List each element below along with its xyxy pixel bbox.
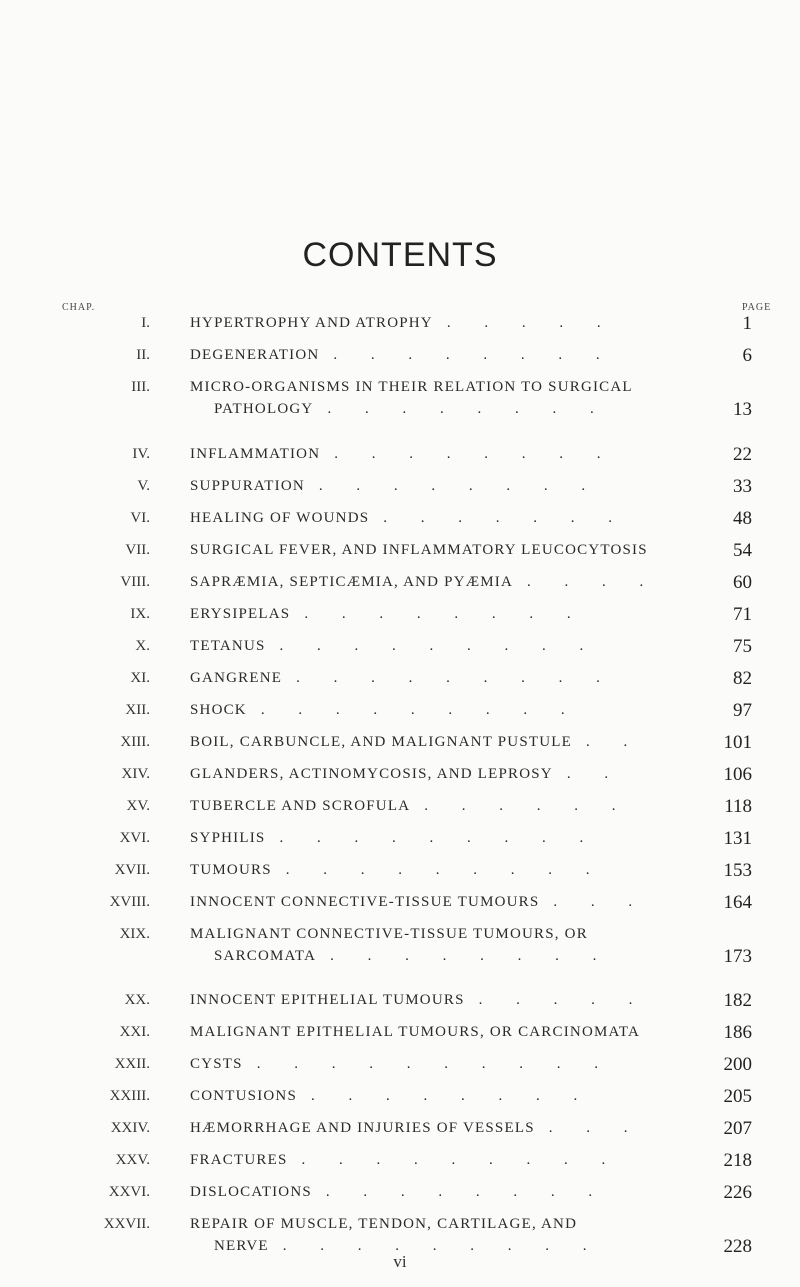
chapter-title-text: TUMOURS <box>190 862 272 878</box>
chapter-title-text: SYPHILIS <box>190 830 266 846</box>
chapter-title <box>190 1184 640 1201</box>
chapter-title-text: MALIGNANT EPITHELIAL TUMOURS, OR CARCINOMATA <box>190 1024 641 1040</box>
chapter-title-text: GANGRENE <box>190 670 283 686</box>
chapter-number: V. <box>137 478 150 494</box>
chapter-number: II. <box>136 347 150 363</box>
chapter-number: XVII. <box>114 862 150 878</box>
chapter-number: I. <box>141 315 150 331</box>
chapter-title-text: HYPERTROPHY AND ATROPHY <box>190 315 433 331</box>
chapter-number: XII. <box>125 702 150 718</box>
dot-leader: . . . . . . . . <box>330 948 612 964</box>
chapter-title-text: SUPPURATION <box>190 478 305 494</box>
chapter-title-text: INNOCENT EPITHELIAL TUMOURS <box>190 992 465 1008</box>
dot-leader: . . . . . . . . . <box>285 862 605 878</box>
chapter-number: IV. <box>132 446 150 462</box>
chapter-title-text: CYSTS <box>190 1056 243 1072</box>
dot-leader: . . . <box>548 1120 643 1136</box>
chapter-title-text: SURGICAL FEVER, AND INFLAMMATORY LEUCOCYTOSIS <box>190 542 648 558</box>
page-number: 182 <box>723 990 752 1011</box>
dot-leader: . . . . . . . . . <box>260 702 580 718</box>
page-number: 218 <box>723 1150 752 1171</box>
chapter-title <box>190 992 648 1009</box>
dot-leader: . . <box>566 766 624 782</box>
chapter-title-text: TETANUS <box>190 638 266 654</box>
chapter-title <box>190 1216 640 1233</box>
chapter-number: X. <box>135 638 150 654</box>
chapter-title <box>190 734 643 751</box>
page-number: 82 <box>733 668 752 689</box>
chapter-title <box>190 510 640 527</box>
dot-leader: . . . . . . . . <box>318 478 601 494</box>
chapter-column-header: CHAP. <box>62 302 96 313</box>
page-number: 33 <box>733 476 752 497</box>
page-number: 101 <box>723 732 752 753</box>
chapter-title-continued <box>214 401 664 418</box>
dot-leader: . . . . . . <box>424 798 631 814</box>
page-number: 75 <box>733 636 752 657</box>
page-number-footer: vi <box>393 1252 407 1271</box>
chapter-title <box>190 670 640 687</box>
chapter-title <box>190 478 640 495</box>
chapter-title <box>190 542 648 559</box>
dot-leader: . . . . . . . . . <box>279 638 599 654</box>
dot-leader: . . <box>586 734 643 750</box>
chapter-number: XXV. <box>115 1152 150 1168</box>
chapter-number: XV. <box>126 798 150 814</box>
chapter-title-text: PATHOLOGY <box>214 401 314 417</box>
chapter-title-text: REPAIR OF MUSCLE, TENDON, CARTILAGE, AND <box>190 1216 578 1232</box>
page-number: 173 <box>723 946 752 967</box>
page-number: 153 <box>723 860 752 881</box>
chapter-number: XXIII. <box>109 1088 150 1104</box>
chapter-title-text: HÆMORRHAGE AND INJURIES OF VESSELS <box>190 1120 535 1136</box>
page-number: 60 <box>733 572 752 593</box>
chapter-title-text: BOIL, CARBUNCLE, AND MALIGNANT PUSTULE <box>190 734 572 750</box>
page-number: 164 <box>723 892 752 913</box>
chapter-title <box>190 702 640 719</box>
page-number: 106 <box>723 764 752 785</box>
chapter-number: XXVII. <box>103 1216 150 1232</box>
chapter-title-text: GLANDERS, ACTINOMYCOSIS, AND LEPROSY <box>190 766 553 782</box>
page-number: 205 <box>723 1086 752 1107</box>
dot-leader: . . . . . . . . <box>325 1184 608 1200</box>
page-number: 1 <box>742 313 752 334</box>
chapter-title <box>190 830 640 847</box>
chapter-number: VI. <box>130 510 150 526</box>
dot-leader: . . . . . . . . . . <box>256 1056 613 1072</box>
dot-leader: . . . . <box>527 574 659 590</box>
dot-leader: . . . . . . . . <box>311 1088 593 1104</box>
chapter-title-text: SARCOMATA <box>214 948 317 964</box>
chapter-title <box>190 798 640 815</box>
dot-leader: . . . <box>553 894 648 910</box>
page-number: 71 <box>733 604 752 625</box>
chapter-title <box>190 1056 640 1073</box>
dot-leader: . . . . . . . . . <box>296 670 615 686</box>
chapter-number: III. <box>131 379 150 395</box>
chapter-number: XXVI. <box>108 1184 150 1200</box>
dot-leader: . . . . . . . . <box>327 401 609 417</box>
chapter-title <box>190 574 659 591</box>
chapter-title <box>190 766 640 783</box>
chapter-number: XIV. <box>121 766 150 782</box>
dot-leader: . . . . . . . . <box>333 347 615 363</box>
chapter-number: VII. <box>125 542 150 558</box>
chapter-title-text: CONTUSIONS <box>190 1088 298 1104</box>
chapter-title <box>190 446 640 463</box>
dot-leader: . . . . . . . . . <box>282 1238 602 1254</box>
chapter-number: XI. <box>130 670 150 686</box>
chapter-title-text: NERVE <box>214 1238 269 1254</box>
chapter-title-text: MICRO-ORGANISMS IN THEIR RELATION TO SURGICAL <box>190 379 633 395</box>
chapter-number: XIII. <box>120 734 150 750</box>
chapter-title-text: FRACTURES <box>190 1152 288 1168</box>
chapter-title-text: SAPRÆMIA, SEPTICÆMIA, AND PYÆMIA <box>190 574 514 590</box>
dot-leader: . . . . . . . <box>383 510 628 526</box>
chapter-title <box>190 1088 640 1105</box>
chapter-title <box>190 379 640 396</box>
chapter-title-text: DISLOCATIONS <box>190 1184 312 1200</box>
chapter-number: XXI. <box>119 1024 150 1040</box>
chapter-title-text: MALIGNANT CONNECTIVE-TISSUE TUMOURS, OR <box>190 926 588 942</box>
chapter-title-text: INNOCENT CONNECTIVE-TISSUE TUMOURS <box>190 894 540 910</box>
chapter-title-continued <box>214 948 664 965</box>
dot-leader: . . . . . . . . <box>304 606 586 622</box>
page-number: 6 <box>742 345 752 366</box>
chapter-title <box>190 862 640 879</box>
page-title: CONTENTS <box>302 236 498 274</box>
page-number: 228 <box>723 1236 752 1257</box>
chapter-title <box>190 1024 640 1041</box>
chapter-number: VIII. <box>120 574 150 590</box>
chapter-title <box>190 926 640 943</box>
page-number: 97 <box>733 700 752 721</box>
page-number: 186 <box>723 1022 752 1043</box>
chapter-number: XX. <box>124 992 150 1008</box>
page-number: 13 <box>733 399 752 420</box>
dot-leader: . . . . . <box>478 992 648 1008</box>
page-number: 207 <box>723 1118 752 1139</box>
chapter-title-text: ERYSIPELAS <box>190 606 291 622</box>
chapter-title <box>190 1120 643 1137</box>
page-number: 226 <box>723 1182 752 1203</box>
chapter-number: XXII. <box>114 1056 150 1072</box>
page-number: 200 <box>723 1054 752 1075</box>
chapter-title-text: INFLAMMATION <box>190 446 321 462</box>
chapter-title <box>190 638 640 655</box>
chapter-title <box>190 347 640 364</box>
page-number: 22 <box>733 444 752 465</box>
chapter-title <box>190 1152 640 1169</box>
page-number: 54 <box>733 540 752 561</box>
chapter-title-text: DEGENERATION <box>190 347 320 363</box>
dot-leader: . . . . . . . . <box>334 446 616 462</box>
chapter-number: XVI. <box>119 830 150 846</box>
chapter-title <box>190 894 648 911</box>
chapter-title-text: TUBERCLE AND SCROFULA <box>190 798 411 814</box>
page-number: 131 <box>723 828 752 849</box>
chapter-number: XVIII. <box>109 894 150 910</box>
dot-leader: . . . . . . . . . <box>279 830 599 846</box>
chapter-title-text: SHOCK <box>190 702 247 718</box>
chapter-title <box>190 315 640 332</box>
page-column-header: PAGE <box>742 302 772 313</box>
page-number: 118 <box>724 796 752 817</box>
chapter-title-text: HEALING OF WOUNDS <box>190 510 370 526</box>
chapter-number: XXIV. <box>110 1120 150 1136</box>
chapter-title <box>190 606 640 623</box>
chapter-number: IX. <box>130 606 150 622</box>
dot-leader: . . . . . . . . . <box>301 1152 621 1168</box>
page-number: 48 <box>733 508 752 529</box>
dot-leader: . . . . . <box>446 315 616 331</box>
chapter-number: XIX. <box>119 926 150 942</box>
